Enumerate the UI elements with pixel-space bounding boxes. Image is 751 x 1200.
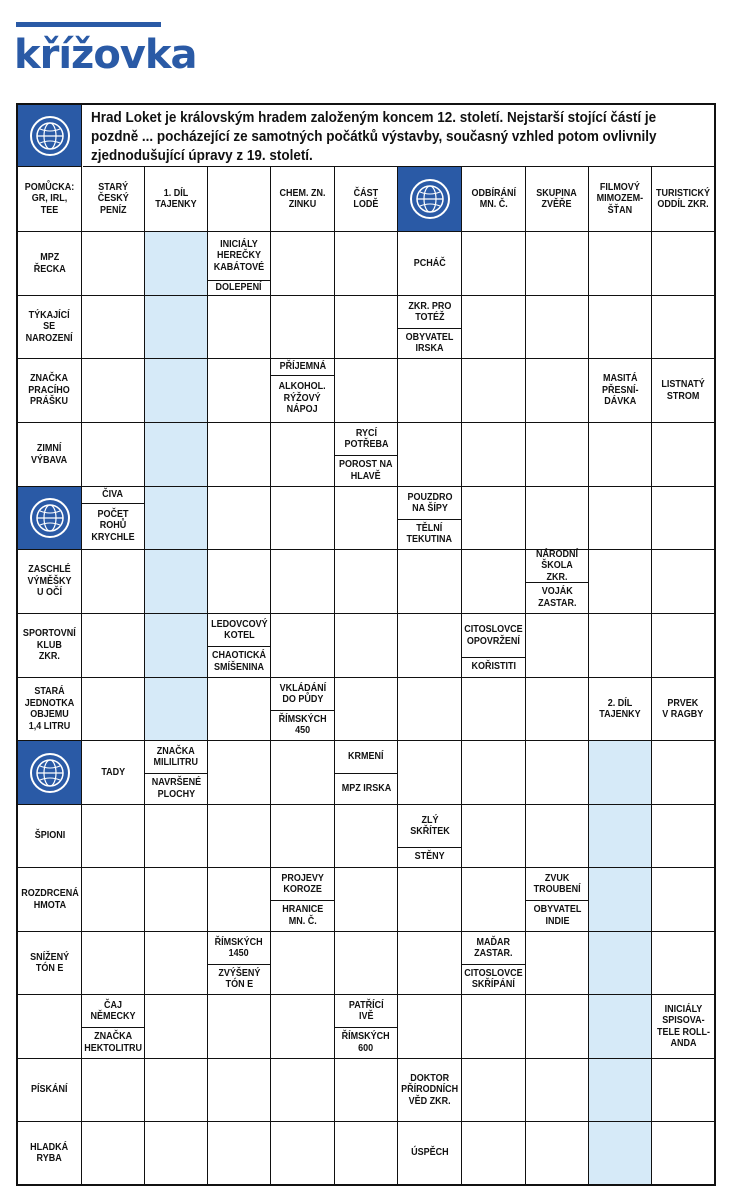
answer-cell[interactable] bbox=[652, 614, 714, 678]
answer-cell[interactable] bbox=[589, 423, 652, 487]
clue-text: SNÍŽENÝ TÓN E bbox=[29, 951, 70, 974]
clue-cell-split bbox=[82, 995, 145, 1059]
answer-cell[interactable] bbox=[526, 232, 589, 296]
answer-cell[interactable] bbox=[398, 550, 462, 614]
clue-cell bbox=[398, 232, 462, 296]
answer-cell[interactable] bbox=[335, 1059, 398, 1122]
clue-cell bbox=[18, 614, 82, 678]
secret-answer-cell[interactable] bbox=[589, 1122, 652, 1184]
clue-cell-split bbox=[145, 741, 208, 805]
crossword-grid bbox=[16, 103, 716, 1186]
answer-cell[interactable] bbox=[271, 805, 335, 868]
answer-cell[interactable] bbox=[271, 296, 335, 359]
clue-cell-split bbox=[526, 550, 589, 614]
answer-cell[interactable] bbox=[82, 232, 145, 296]
answer-cell[interactable] bbox=[82, 678, 145, 741]
answer-cell[interactable] bbox=[271, 932, 335, 995]
answer-cell[interactable] bbox=[526, 932, 589, 995]
brand-title: křížovka bbox=[14, 32, 197, 78]
answer-cell[interactable] bbox=[208, 167, 271, 232]
clue-text: NAVRŠENÉ PLOCHY bbox=[151, 777, 201, 800]
answer-cell[interactable] bbox=[208, 678, 271, 741]
answer-cell[interactable] bbox=[652, 423, 714, 487]
answer-cell[interactable] bbox=[526, 741, 589, 805]
answer-cell[interactable] bbox=[462, 741, 526, 805]
clue-cell bbox=[271, 167, 335, 232]
answer-cell[interactable] bbox=[208, 1122, 271, 1184]
clue-cell-split bbox=[462, 614, 526, 678]
clue-text: PATŘÍCÍ IVĚ bbox=[348, 999, 384, 1022]
logo-cell bbox=[18, 741, 82, 805]
clue-cell bbox=[462, 167, 526, 232]
globe-logo-icon bbox=[408, 177, 452, 221]
clue-text: CHAOTICKÁ SMÍŠENINA bbox=[212, 650, 266, 673]
answer-cell[interactable] bbox=[82, 359, 145, 423]
answer-cell[interactable] bbox=[526, 614, 589, 678]
answer-cell[interactable] bbox=[462, 995, 526, 1059]
clue-text: VOJÁK ZASTAR. bbox=[537, 586, 577, 609]
answer-cell[interactable] bbox=[335, 868, 398, 932]
answer-cell[interactable] bbox=[398, 359, 462, 423]
answer-cell[interactable] bbox=[589, 296, 652, 359]
answer-cell[interactable] bbox=[589, 232, 652, 296]
secret-answer-cell[interactable] bbox=[145, 678, 208, 741]
clue-cell-split bbox=[82, 487, 145, 550]
answer-cell[interactable] bbox=[208, 423, 271, 487]
legend-row bbox=[83, 105, 714, 167]
answer-cell[interactable] bbox=[145, 805, 208, 868]
answer-cell[interactable] bbox=[271, 1122, 335, 1184]
answer-cell[interactable] bbox=[82, 614, 145, 678]
answer-cell[interactable] bbox=[271, 423, 335, 487]
answer-cell[interactable] bbox=[652, 296, 714, 359]
answer-cell[interactable] bbox=[18, 995, 82, 1059]
clue-text: ČAJ NĚMECKY bbox=[90, 999, 136, 1022]
answer-cell[interactable] bbox=[82, 296, 145, 359]
clue-cell bbox=[82, 167, 145, 232]
clue-text: MPZ ŘECKA bbox=[33, 252, 66, 275]
clue-text: ŠPIONI bbox=[34, 830, 65, 842]
answer-cell[interactable] bbox=[335, 232, 398, 296]
clue-text: ŘÍMSKÝCH 450 bbox=[278, 713, 327, 736]
answer-cell[interactable] bbox=[335, 550, 398, 614]
clue-cell-split bbox=[398, 487, 462, 550]
answer-cell[interactable] bbox=[589, 487, 652, 550]
answer-cell[interactable] bbox=[462, 423, 526, 487]
clue-text: HLADKÁ RYBA bbox=[30, 1141, 69, 1164]
clue-cell bbox=[652, 678, 714, 741]
secret-answer-cell[interactable] bbox=[145, 232, 208, 296]
clue-cell bbox=[398, 1059, 462, 1122]
clue-cell bbox=[18, 296, 82, 359]
answer-cell[interactable] bbox=[271, 487, 335, 550]
clue-text: KOŘISTITI bbox=[471, 661, 516, 673]
clue-cell bbox=[18, 1122, 82, 1184]
answer-cell[interactable] bbox=[462, 805, 526, 868]
clue-text: POMŮCKA: GR, IRL, TEE bbox=[24, 181, 75, 216]
clue-cell-split bbox=[271, 678, 335, 741]
clue-cell bbox=[589, 359, 652, 423]
clue-cell-split bbox=[208, 232, 271, 296]
clue-cell bbox=[589, 678, 652, 741]
answer-cell[interactable] bbox=[145, 932, 208, 995]
answer-cell[interactable] bbox=[526, 995, 589, 1059]
clue-cell-split bbox=[208, 614, 271, 678]
clue-cell-split bbox=[271, 868, 335, 932]
clue-cell bbox=[82, 741, 145, 805]
answer-cell[interactable] bbox=[82, 423, 145, 487]
answer-cell[interactable] bbox=[82, 805, 145, 868]
answer-cell[interactable] bbox=[652, 741, 714, 805]
clue-cell bbox=[18, 868, 82, 932]
clue-cell-split bbox=[526, 868, 589, 932]
clue-text: MAĎAR ZASTAR. bbox=[474, 936, 513, 959]
clue-cell bbox=[18, 678, 82, 741]
logo-cell bbox=[398, 167, 462, 232]
answer-cell[interactable] bbox=[462, 678, 526, 741]
clue-cell bbox=[335, 167, 398, 232]
clue-text: PÍSKÁNÍ bbox=[31, 1084, 68, 1096]
clue-cell bbox=[18, 167, 82, 232]
answer-cell[interactable] bbox=[208, 868, 271, 932]
clue-cell-split bbox=[335, 995, 398, 1059]
clue-text: LEDOVCOVÝ KOTEL bbox=[210, 618, 268, 641]
secret-answer-cell[interactable] bbox=[145, 487, 208, 550]
answer-cell[interactable] bbox=[208, 741, 271, 805]
answer-cell[interactable] bbox=[462, 296, 526, 359]
clue-cell-split bbox=[208, 932, 271, 995]
globe-logo-icon bbox=[28, 496, 72, 540]
answer-cell[interactable] bbox=[526, 296, 589, 359]
clue-cell bbox=[18, 1059, 82, 1122]
secret-answer-cell[interactable] bbox=[145, 423, 208, 487]
answer-cell[interactable] bbox=[398, 932, 462, 995]
clue-text: TURISTICKÝ ODDÍL ZKR. bbox=[656, 187, 710, 210]
clue-text: POUZDRO NA ŠÍPY bbox=[407, 491, 452, 514]
answer-cell[interactable] bbox=[271, 614, 335, 678]
answer-cell[interactable] bbox=[589, 614, 652, 678]
answer-cell[interactable] bbox=[271, 995, 335, 1059]
answer-cell[interactable] bbox=[335, 805, 398, 868]
clue-text: 1. DÍL TAJENKY bbox=[155, 187, 197, 210]
clue-text: NÁRODNÍ ŠKOLA ZKR. bbox=[535, 548, 578, 583]
answer-cell[interactable] bbox=[398, 678, 462, 741]
answer-cell[interactable] bbox=[462, 1059, 526, 1122]
answer-cell[interactable] bbox=[271, 741, 335, 805]
answer-cell[interactable] bbox=[462, 1122, 526, 1184]
clue-cell bbox=[18, 932, 82, 995]
answer-cell[interactable] bbox=[335, 296, 398, 359]
clue-text: DOKTOR PŘÍRODNÍCH VĚD ZKR. bbox=[400, 1072, 459, 1107]
clue-cell bbox=[145, 167, 208, 232]
clue-text: ČIVA bbox=[102, 489, 124, 501]
answer-cell[interactable] bbox=[145, 868, 208, 932]
clue-text: OBYVATEL IRSKA bbox=[405, 331, 454, 354]
clue-text: ZKR. PRO TOTÉŽ bbox=[407, 300, 452, 323]
answer-cell[interactable] bbox=[462, 550, 526, 614]
clue-text: PCHÁČ bbox=[413, 257, 446, 269]
answer-cell[interactable] bbox=[652, 932, 714, 995]
clue-text: INICIÁLY HEREČKY KABÁTOVÉ bbox=[213, 238, 265, 273]
answer-cell[interactable] bbox=[208, 995, 271, 1059]
clue-cell bbox=[18, 359, 82, 423]
answer-cell[interactable] bbox=[208, 805, 271, 868]
answer-cell[interactable] bbox=[526, 487, 589, 550]
clue-text: SPORTOVNÍ KLUB ZKR. bbox=[23, 628, 76, 663]
logo-cell bbox=[18, 105, 82, 167]
brand-bar bbox=[16, 22, 161, 27]
clue-text: TĚLNÍ TEKUTINA bbox=[406, 522, 453, 545]
clue-cell bbox=[652, 359, 714, 423]
answer-cell[interactable] bbox=[335, 487, 398, 550]
answer-cell[interactable] bbox=[271, 1059, 335, 1122]
clue-text: ZIMNÍ VÝBAVA bbox=[31, 443, 68, 466]
globe-logo-icon bbox=[28, 114, 72, 158]
clue-text: ZASCHLÉ VÝMĚŠKY U OČÍ bbox=[27, 564, 72, 599]
answer-cell[interactable] bbox=[208, 487, 271, 550]
answer-cell[interactable] bbox=[398, 995, 462, 1059]
clue-cell-split bbox=[335, 741, 398, 805]
answer-cell[interactable] bbox=[398, 868, 462, 932]
answer-cell[interactable] bbox=[652, 487, 714, 550]
clue-text: ZVÝŠENÝ TÓN E bbox=[217, 967, 261, 990]
clue-text: VKLÁDÁNÍ DO PŮDY bbox=[279, 682, 326, 705]
answer-cell[interactable] bbox=[82, 868, 145, 932]
clue-text: ZVUK TROUBENÍ bbox=[533, 872, 581, 895]
secret-answer-cell[interactable] bbox=[145, 359, 208, 423]
clue-text: STARÝ ČESKÝ PENÍZ bbox=[97, 181, 129, 216]
clue-text: SKUPINA ZVĚŘE bbox=[536, 187, 578, 210]
clue-cell bbox=[18, 550, 82, 614]
answer-cell[interactable] bbox=[271, 232, 335, 296]
answer-cell[interactable] bbox=[335, 359, 398, 423]
secret-answer-cell[interactable] bbox=[589, 741, 652, 805]
answer-cell[interactable] bbox=[526, 423, 589, 487]
answer-cell[interactable] bbox=[335, 678, 398, 741]
answer-cell[interactable] bbox=[462, 868, 526, 932]
answer-cell[interactable] bbox=[652, 550, 714, 614]
clue-text: HRANICE MN. Č. bbox=[281, 904, 324, 927]
clue-text: ALKOHOL. RÝŽOVÝ NÁPOJ bbox=[279, 381, 326, 416]
answer-cell[interactable] bbox=[652, 232, 714, 296]
answer-cell[interactable] bbox=[82, 550, 145, 614]
answer-cell[interactable] bbox=[526, 1122, 589, 1184]
answer-cell[interactable] bbox=[208, 296, 271, 359]
answer-cell[interactable] bbox=[462, 359, 526, 423]
clue-cell bbox=[398, 1122, 462, 1184]
clue-text: DOLEPENÍ bbox=[215, 281, 263, 293]
clue-cell-split bbox=[335, 423, 398, 487]
clue-cell bbox=[18, 232, 82, 296]
secret-answer-cell[interactable] bbox=[589, 805, 652, 868]
clue-text: KRMENÍ bbox=[348, 751, 384, 763]
answer-cell[interactable] bbox=[335, 932, 398, 995]
logo-cell bbox=[18, 487, 82, 550]
clue-text: CITOSLOVCE OPOVRŽENÍ bbox=[464, 624, 523, 647]
clue-text: ODBÍRÁNÍ MN. Č. bbox=[471, 187, 516, 210]
secret-answer-cell[interactable] bbox=[589, 995, 652, 1059]
answer-cell[interactable] bbox=[398, 423, 462, 487]
answer-cell[interactable] bbox=[526, 1059, 589, 1122]
answer-cell[interactable] bbox=[208, 359, 271, 423]
clue-text: ŘÍMSKÝCH 1450 bbox=[214, 936, 264, 959]
answer-cell[interactable] bbox=[652, 1059, 714, 1122]
legend-text: Hrad Loket je královským hradem založeným koncem 12. století. Nejstarší stojící částí je pozdně ... pocházející ze samotných počátků výstavby, současný vzhled potom ovlivnily zjednodušující úpravy z 19. století. bbox=[91, 110, 657, 164]
clue-cell-split bbox=[271, 359, 335, 423]
clue-text: INICIÁLY SPISOVA- TELE ROLL- ANDA bbox=[656, 1003, 710, 1049]
answer-cell[interactable] bbox=[652, 868, 714, 932]
clue-text: ZNAČKA PRACÍHO PRÁŠKU bbox=[28, 373, 71, 408]
secret-answer-cell[interactable] bbox=[589, 1059, 652, 1122]
clue-text: STARÁ JEDNOTKA OBJEMU 1,4 LITRU bbox=[24, 686, 75, 732]
answer-cell[interactable] bbox=[335, 1122, 398, 1184]
clue-text: TADY bbox=[101, 766, 125, 778]
clue-text: ZNAČKA HEKTOLITRU bbox=[84, 1031, 142, 1054]
answer-cell[interactable] bbox=[462, 487, 526, 550]
clue-text: POROST NA HLAVĚ bbox=[339, 459, 393, 482]
clue-text: MPZ IRSKA bbox=[341, 782, 391, 794]
clue-text: ROZDRCENÁ HMOTA bbox=[20, 888, 79, 911]
clue-cell-split bbox=[398, 805, 462, 868]
answer-cell[interactable] bbox=[82, 932, 145, 995]
answer-cell[interactable] bbox=[526, 678, 589, 741]
answer-cell[interactable] bbox=[652, 1122, 714, 1184]
clue-text: LISTNATÝ STROM bbox=[661, 379, 705, 402]
answer-cell[interactable] bbox=[145, 1059, 208, 1122]
clue-cell bbox=[526, 167, 589, 232]
clue-text: ŘÍMSKÝCH 600 bbox=[341, 1031, 391, 1054]
answer-cell[interactable] bbox=[652, 805, 714, 868]
secret-answer-cell[interactable] bbox=[145, 296, 208, 359]
clue-text: ÚSPĚCH bbox=[410, 1147, 449, 1159]
answer-cell[interactable] bbox=[145, 995, 208, 1059]
clue-text: TÝKAJÍCÍ SE NAROZENÍ bbox=[25, 309, 73, 344]
answer-cell[interactable] bbox=[398, 614, 462, 678]
clue-text: POČET ROHŮ KRYCHLE bbox=[91, 508, 135, 543]
clue-text: STĚNY bbox=[414, 851, 445, 863]
clue-text: CHEM. ZN. ZINKU bbox=[279, 187, 326, 210]
clue-text: ČÁST LODĚ bbox=[353, 187, 379, 210]
secret-answer-cell[interactable] bbox=[589, 932, 652, 995]
clue-cell bbox=[589, 167, 652, 232]
answer-cell[interactable] bbox=[526, 359, 589, 423]
answer-cell[interactable] bbox=[398, 741, 462, 805]
clue-cell-split bbox=[398, 296, 462, 359]
answer-cell[interactable] bbox=[208, 550, 271, 614]
clue-text: RYCÍ POTŘEBA bbox=[343, 427, 389, 450]
secret-answer-cell[interactable] bbox=[145, 614, 208, 678]
answer-cell[interactable] bbox=[145, 1122, 208, 1184]
answer-cell[interactable] bbox=[208, 1059, 271, 1122]
clue-text: PROJEVY KOROZE bbox=[281, 872, 324, 895]
clue-text: OBYVATEL INDIE bbox=[533, 904, 581, 927]
secret-answer-cell[interactable] bbox=[589, 868, 652, 932]
clue-cell-split bbox=[462, 932, 526, 995]
answer-cell[interactable] bbox=[589, 550, 652, 614]
clue-cell bbox=[652, 995, 714, 1059]
answer-cell[interactable] bbox=[335, 614, 398, 678]
answer-cell[interactable] bbox=[82, 1059, 145, 1122]
clue-text: CITOSLOVCE SKŘÍPÁNÍ bbox=[464, 967, 523, 990]
answer-cell[interactable] bbox=[526, 805, 589, 868]
clue-cell bbox=[652, 167, 714, 232]
clue-text: FILMOVÝ MIMOZEM- ŠŤAN bbox=[596, 181, 644, 216]
answer-cell[interactable] bbox=[82, 1122, 145, 1184]
clue-text: 2. DÍL TAJENKY bbox=[599, 697, 641, 720]
clue-cell bbox=[18, 423, 82, 487]
secret-answer-cell[interactable] bbox=[145, 550, 208, 614]
clue-text: ZLÝ SKŘÍTEK bbox=[409, 814, 450, 837]
answer-cell[interactable] bbox=[271, 550, 335, 614]
clue-text: ZNAČKA MILILITRU bbox=[153, 745, 199, 768]
clue-text: PRVEK V RAGBY bbox=[662, 697, 704, 720]
answer-cell[interactable] bbox=[462, 232, 526, 296]
clue-text: PŘÍJEMNÁ bbox=[279, 361, 326, 373]
clue-cell bbox=[18, 805, 82, 868]
globe-logo-icon bbox=[28, 751, 72, 795]
clue-text: MASITÁ PŘESNÍ- DÁVKA bbox=[601, 373, 639, 408]
